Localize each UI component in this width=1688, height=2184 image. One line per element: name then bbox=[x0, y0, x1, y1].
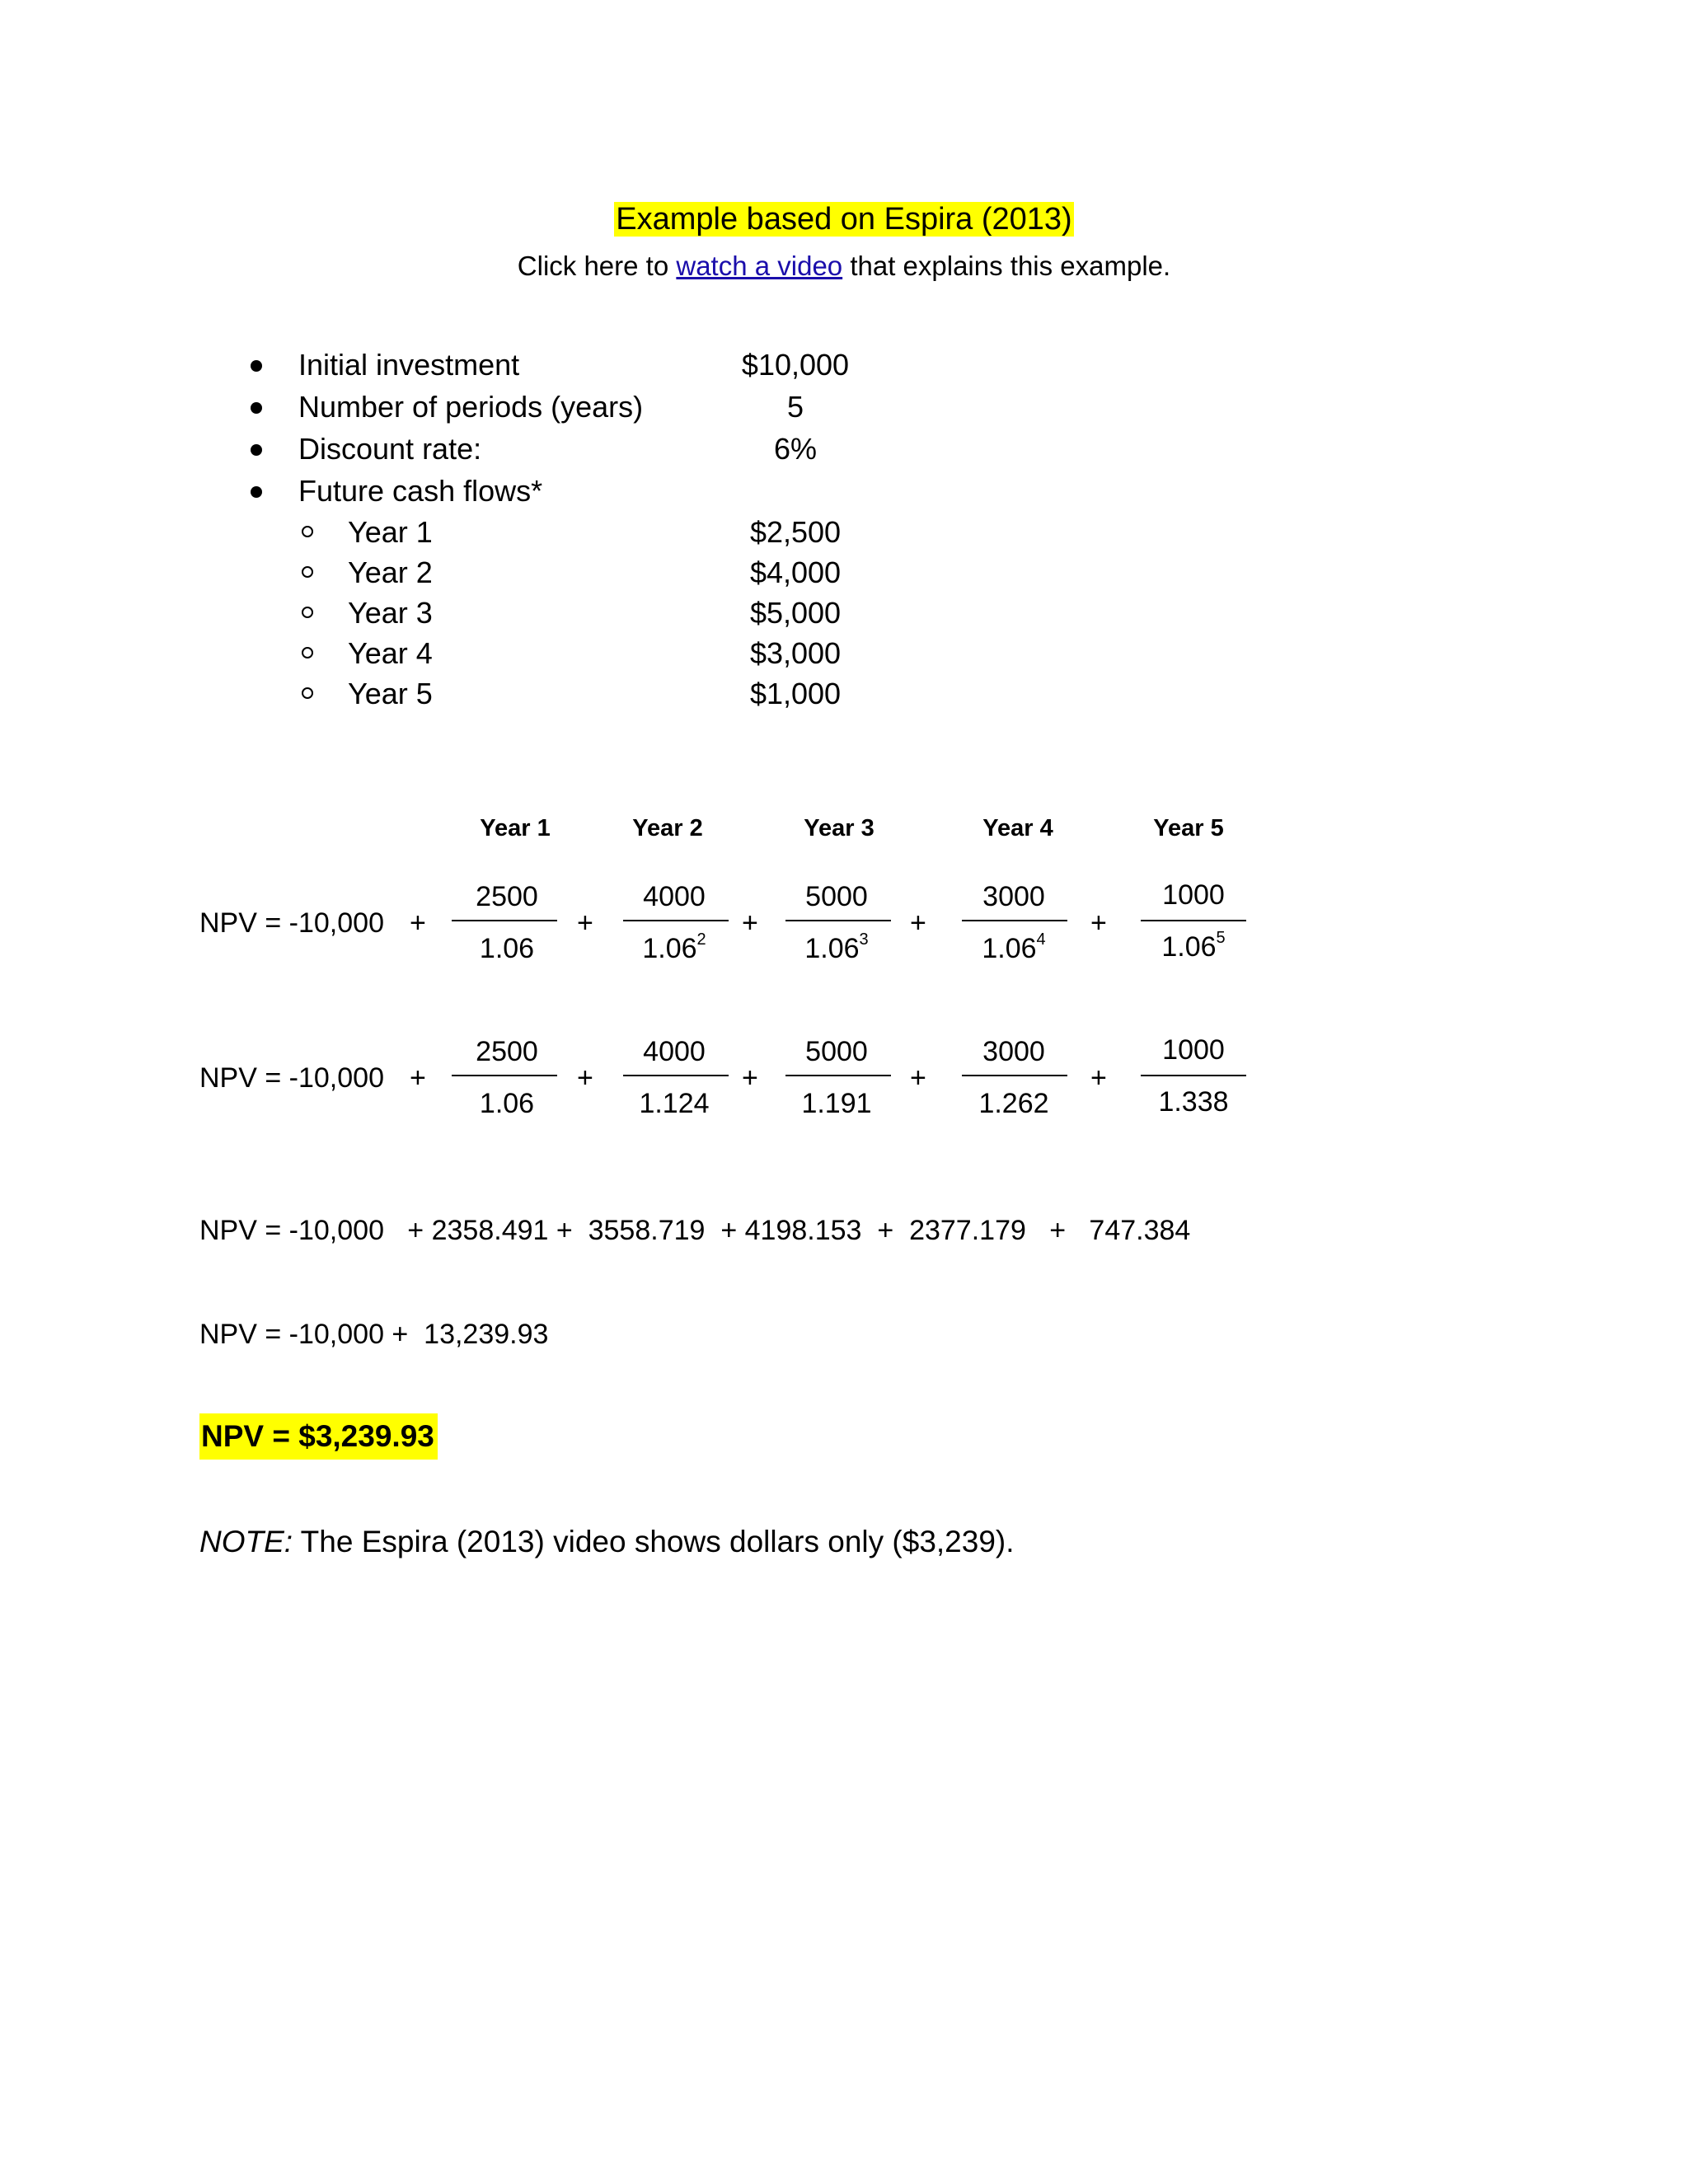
bullet-icon bbox=[251, 402, 262, 414]
plus-sign: + bbox=[577, 1062, 593, 1094]
denominator: 1.06$^5$ bbox=[1161, 929, 1226, 963]
plus-sign: + bbox=[910, 907, 926, 939]
cash-flow-value: $5,000 bbox=[749, 596, 842, 630]
fraction-bar bbox=[452, 1075, 557, 1076]
numerator: 3000 bbox=[982, 1036, 1045, 1067]
page-title: Example based on Espira (2013) bbox=[616, 202, 1072, 237]
cash-flow-value: $1,000 bbox=[749, 677, 842, 710]
npv-result: NPV = $3,239.93 bbox=[199, 1413, 438, 1460]
note-label: NOTE: bbox=[199, 1525, 293, 1558]
fraction-bar bbox=[962, 920, 1067, 921]
numerator: 5000 bbox=[805, 881, 868, 912]
denominator: 1.06 bbox=[479, 933, 535, 964]
input-label: Number of periods (years) bbox=[298, 390, 644, 424]
npv-equation-row-3: NPV = -10,000 + 2358.491 + 3558.719 + 4198.153 + 2377.179 + 747.384 bbox=[199, 1215, 1191, 1246]
circle-bullet-icon bbox=[302, 607, 313, 618]
numerator: 2500 bbox=[476, 1036, 538, 1067]
denominator: 1.06$^2$ bbox=[642, 930, 706, 964]
numerator: 2500 bbox=[476, 881, 538, 912]
cash-flow-label: Year 3 bbox=[348, 596, 433, 630]
cash-flow-label: Year 2 bbox=[348, 555, 433, 589]
video-subtitle: Click here to watch a video that explains this example. bbox=[517, 251, 1171, 281]
circle-bullet-icon bbox=[302, 687, 313, 699]
plus-sign: + bbox=[410, 907, 426, 939]
fraction-bar bbox=[452, 920, 557, 921]
numerator: 4000 bbox=[643, 1036, 706, 1067]
plus-sign: + bbox=[410, 1062, 426, 1094]
plus-sign: + bbox=[1090, 907, 1107, 939]
year-header: Year 4 bbox=[982, 815, 1053, 841]
fraction-bar bbox=[785, 920, 891, 921]
npv-prefix: NPV = -10,000 bbox=[199, 907, 384, 939]
input-label: Initial investment bbox=[298, 348, 520, 382]
numerator: 1000 bbox=[1162, 1034, 1225, 1066]
cash-flow-value: $4,000 bbox=[749, 555, 842, 589]
fraction-bar bbox=[1141, 920, 1246, 921]
note bbox=[199, 1519, 1015, 1565]
numerator: 3000 bbox=[982, 881, 1045, 912]
denominator: 1.06$^4$ bbox=[982, 930, 1046, 964]
bullet-icon bbox=[251, 444, 262, 456]
year-header: Year 5 bbox=[1153, 815, 1224, 841]
bullet-icon bbox=[251, 486, 262, 498]
denominator: 1.191 bbox=[801, 1088, 872, 1119]
input-label: Discount rate: bbox=[298, 432, 482, 466]
plus-sign: + bbox=[742, 1062, 758, 1094]
denominator: 1.06$^3$ bbox=[804, 930, 869, 964]
cash-flow-label: Year 1 bbox=[348, 515, 433, 549]
year-header: Year 1 bbox=[480, 815, 551, 841]
plus-sign: + bbox=[1090, 1062, 1107, 1094]
fraction-bar bbox=[1141, 1075, 1246, 1076]
bullet-icon bbox=[251, 360, 262, 372]
input-value: 6% bbox=[773, 432, 818, 466]
numerator: 1000 bbox=[1162, 879, 1225, 911]
cash-flow-label: Year 5 bbox=[348, 677, 433, 710]
fraction-bar bbox=[623, 920, 729, 921]
denominator: 1.262 bbox=[978, 1088, 1049, 1119]
circle-bullet-icon bbox=[302, 647, 313, 658]
fraction-bar bbox=[623, 1075, 729, 1076]
npv-equation-row-4: NPV = -10,000 + 13,239.93 bbox=[199, 1319, 549, 1350]
input-value: 5 bbox=[786, 390, 804, 424]
denominator: 1.124 bbox=[639, 1088, 710, 1119]
input-value: $10,000 bbox=[741, 348, 850, 382]
plus-sign: + bbox=[742, 907, 758, 939]
cash-flow-value: $2,500 bbox=[749, 515, 842, 549]
year-header: Year 3 bbox=[804, 815, 874, 841]
input-label: Future cash flows* bbox=[298, 474, 543, 508]
npv-prefix: NPV = -10,000 bbox=[199, 1062, 384, 1094]
fraction-bar bbox=[785, 1075, 891, 1076]
circle-bullet-icon bbox=[302, 526, 313, 537]
circle-bullet-icon bbox=[302, 566, 313, 578]
fraction-bar bbox=[962, 1075, 1067, 1076]
numerator: 5000 bbox=[805, 1036, 868, 1067]
cash-flow-label: Year 4 bbox=[348, 636, 433, 670]
note-text: The Espira (2013) video shows dollars only ($3,239). bbox=[293, 1525, 1015, 1558]
watch-video-link[interactable]: watch a video bbox=[676, 251, 843, 281]
plus-sign: + bbox=[577, 907, 593, 939]
denominator: 1.06 bbox=[479, 1088, 535, 1119]
year-header: Year 2 bbox=[632, 815, 703, 841]
plus-sign: + bbox=[910, 1062, 926, 1094]
denominator: 1.338 bbox=[1158, 1086, 1229, 1118]
numerator: 4000 bbox=[643, 881, 706, 912]
cash-flow-value: $3,000 bbox=[749, 636, 842, 670]
